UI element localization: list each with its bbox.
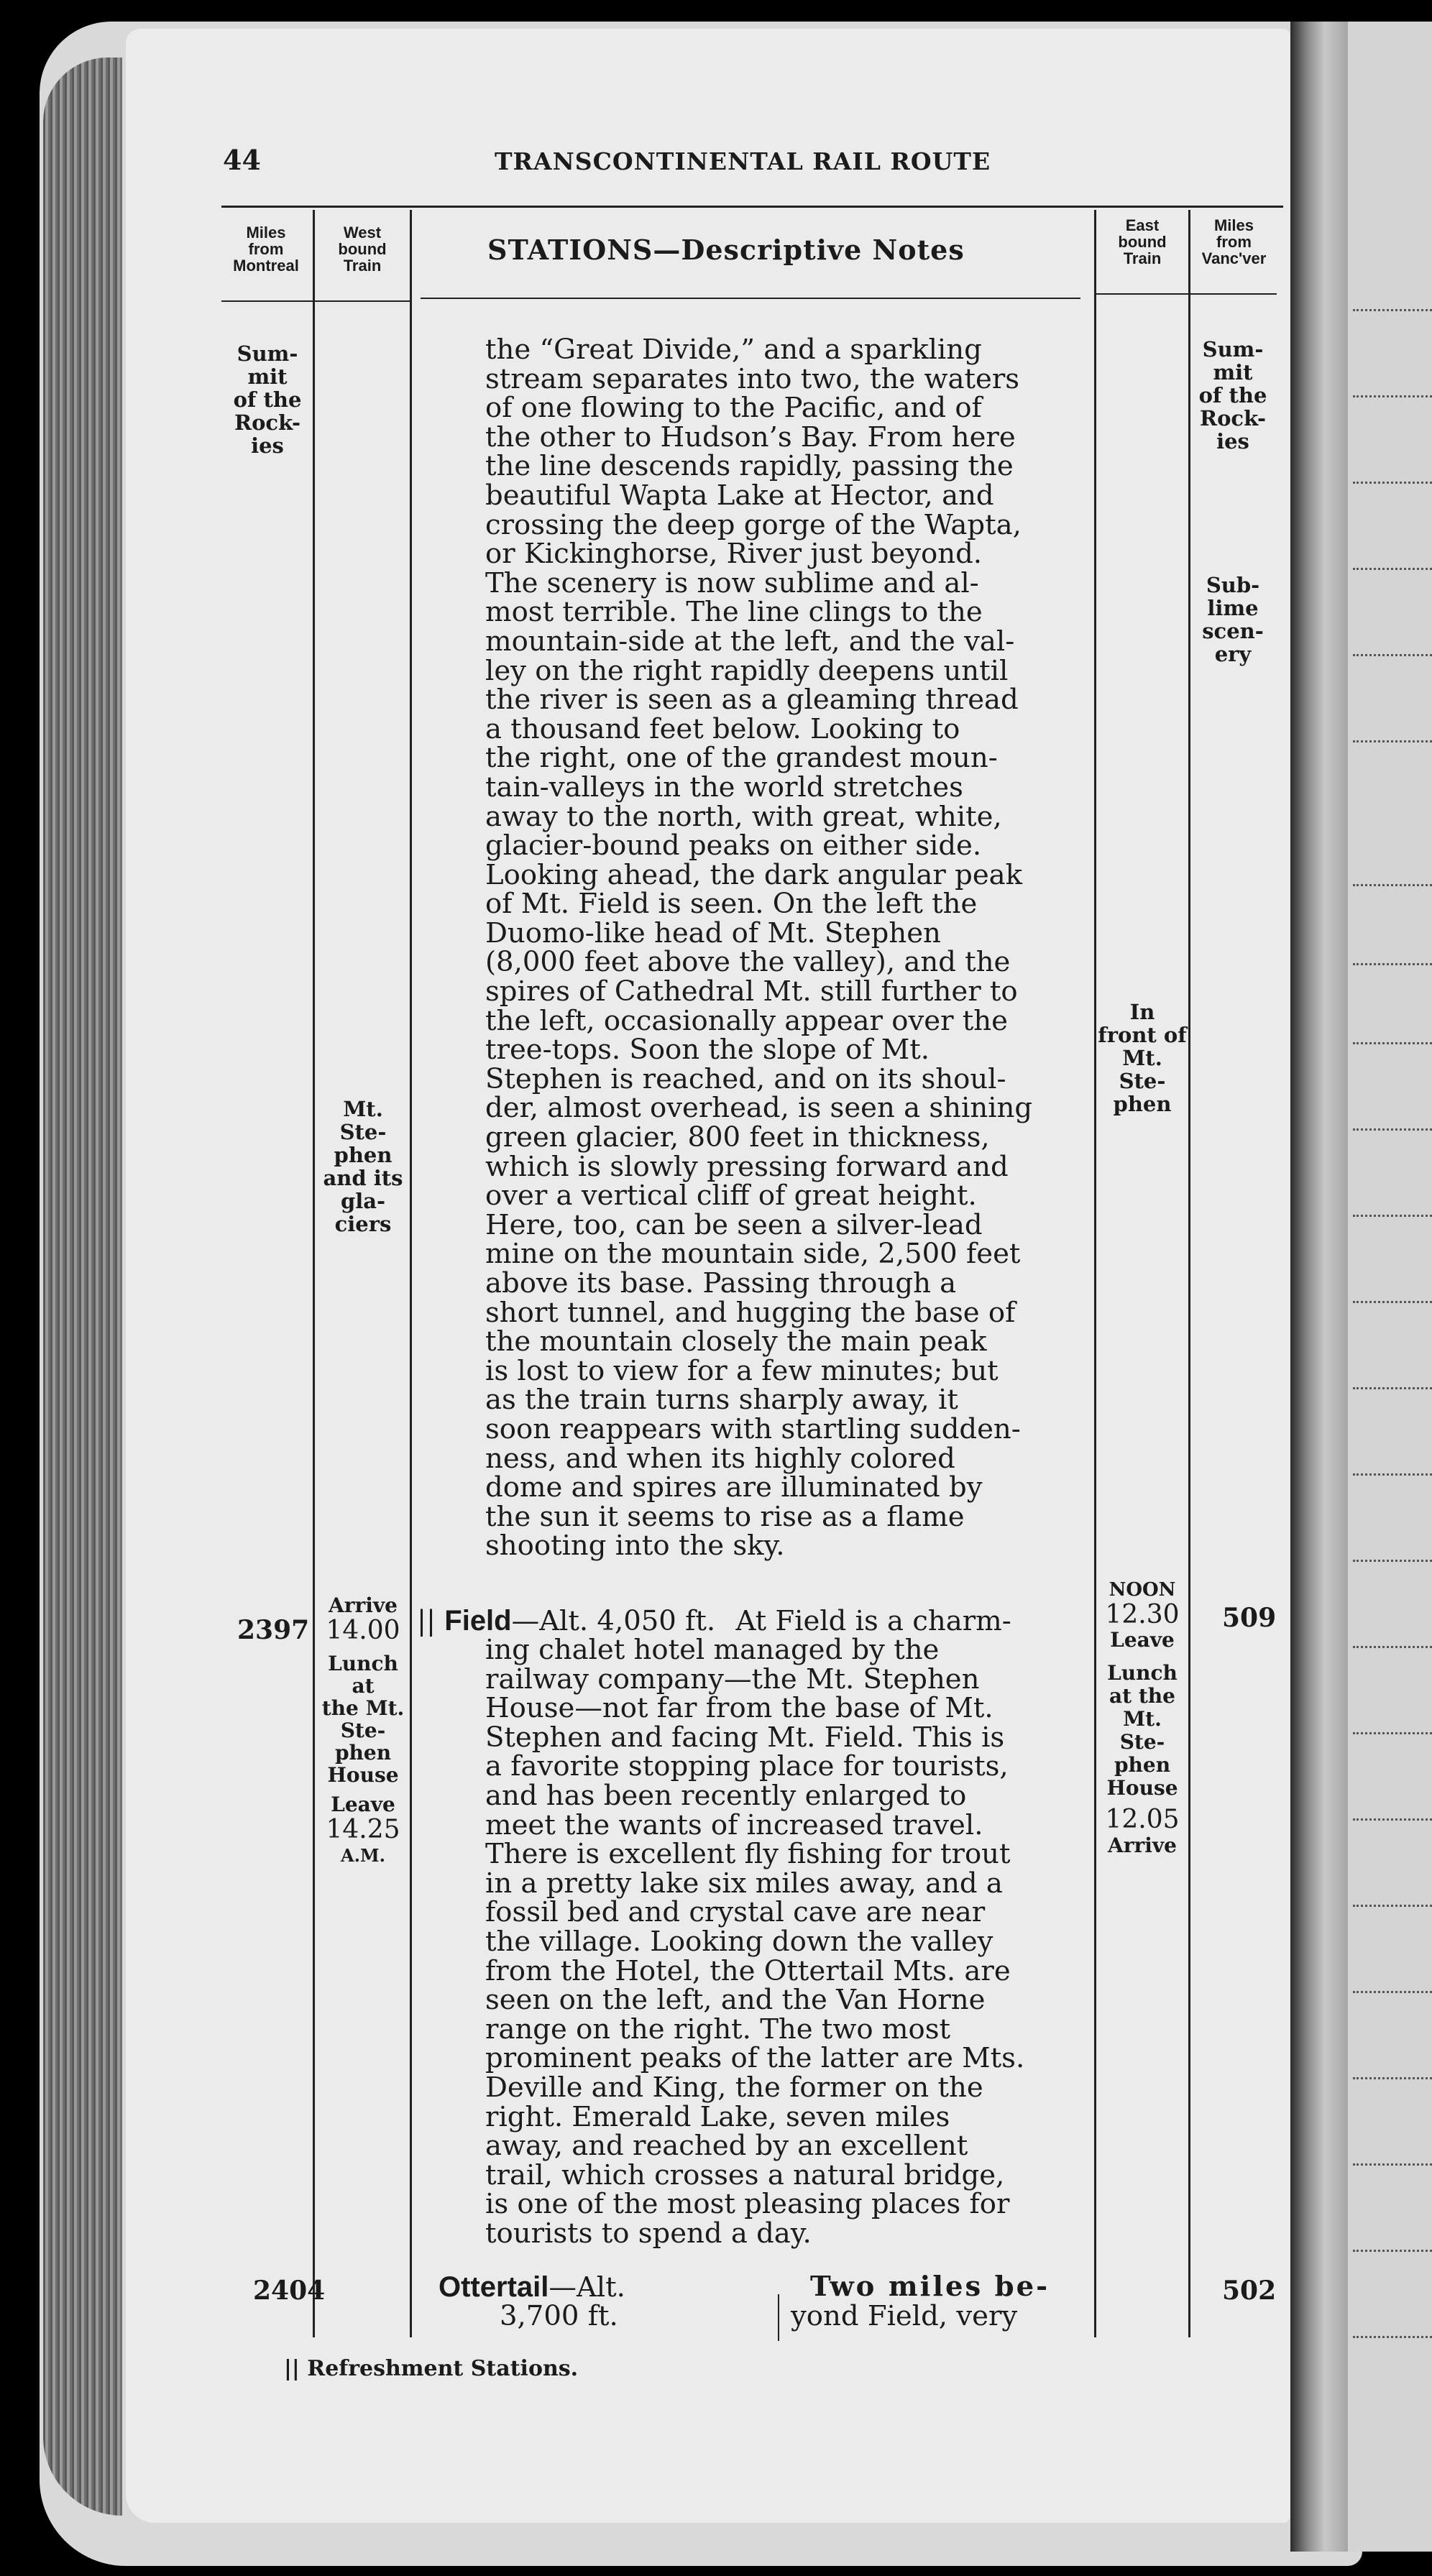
field-westbound-schedule: Arrive 14.00 Lunch at the Mt. Ste- phen House Leave 14.25 A.M. [321, 1593, 405, 1866]
note-sublime-scenery: Sub- lime scen- ery [1202, 573, 1264, 666]
field-station-name: Field [444, 1605, 512, 1637]
column-rule [410, 210, 412, 2337]
column-head-rule [1096, 293, 1188, 295]
field-description: ing chalet hotel managed by the railway company—the Mt. Stephen House—not far from the base of Mt. Stephen and facing Mt. Field. This is a favorite stopping place for tourists, and has been recently enlarged to meet the wants of increased travel. There is excellent fly fishing for trout in a pretty lake six miles away, and a fossil bed and crystal cave are near the village. Looking down the valley from the Hotel, the Ottertail Mts. are seen on the left, and the Van Horne range on the right. The two most prominent peaks of the latter are Mts. Deville and King, the former on the right. Emerald Lake, seven miles away, and reached by an excellent trail, which crosses a natural bridge, is one of the most pleasing places for tourists to spend a day. [485, 1634, 1025, 2250]
refreshment-marker: || [417, 1605, 436, 1637]
page-edges [43, 58, 122, 2516]
header-westbound-train: West bound Train [338, 224, 387, 275]
ottertail-station-line [439, 2273, 625, 2303]
column-head-rule [1190, 293, 1277, 295]
note-mt-stephen-glaciers: Mt. Ste- phen and its gla- ciers [323, 1097, 403, 1236]
descriptive-text: the “Great Divide,” and a sparkling stream separates into two, the waters of one flowing to the Pacific, and of the other to Hudson’s Bay. From here the line descends rapidly, passing the beautiful Wapta Lake at Hector, and crossing the deep gorge of the Wapta, or Kickinghorse, River just beyond. The scenery is now sublime and al- most terrible. The line clings to the mountain-side at the left, and the val- ley on the right rapidly deepens until the river is seen as a gleaming thread a thousand feet below. Looking to the right, one of the grandest moun- tain-valleys in the world stretches away to the north, with great, white, glacier-bound peaks on either side. Looking ahead, the dark angular peak of Mt. Field is seen. On the left the Duomo-like head of Mt. Stephen (8,000 feet above the valley), and the spires of Cathedral Mt. still further to the left, occasionally appear over the tree-tops. Soon the slope of Mt. Stephen is reached, and on its shoul- der, almost overhead, is seen a shining green glacier, 800 feet in thickness, which is slowly pressing forward and over a vertical cliff of great height. Here, too, can be seen a silver-lead mine on the mountain side, 2,500 feet above its base. Passing through a short tunnel, and hugging the base of the mountain closely the main peak is lost to view for a few minutes; but as the train turns sharply away, it soon reappears with startling sudden- ness, and when its highly colored dome and spires are illuminated by the sun it seems to rise as a flame shooting into the sky. [485, 334, 1033, 1563]
ottertail-station-name: Ottertail [439, 2271, 549, 2303]
header-eastbound-train: East bound Train [1118, 216, 1167, 267]
page-number: 44 [223, 144, 261, 176]
field-text-start: At Field is a charm- [735, 1605, 1011, 1637]
note-in-front-of-mt-stephen: In front of Mt. Ste- phen [1098, 1000, 1187, 1116]
running-head: TRANSCONTINENTAL RAIL ROUTE [495, 147, 991, 175]
column-head-rule [221, 300, 313, 302]
ottertail-altitude-value: 3,700 ft. [500, 2300, 618, 2332]
ottertail-miles-from-vancouver: 502 [1222, 2276, 1277, 2306]
column-head-rule [421, 298, 1080, 299]
ottertail-note: Two miles be- [810, 2271, 1050, 2303]
column-rule [313, 210, 315, 2337]
field-eastbound-schedule: NOON 12.30 Leave Lunch at the Mt. Ste- phen House 12.05 Arrive [1105, 1579, 1180, 1857]
note-summit-right: Sum- mit of the Rock- ies [1198, 337, 1267, 454]
footnote-refreshment-stations: || Refreshment Stations. [284, 2356, 579, 2381]
column-rule [1188, 210, 1190, 2337]
ottertail-altitude: —Alt. [549, 2271, 625, 2304]
header-miles-from-vancouver: Miles from Vanc'ver [1201, 216, 1267, 267]
column-rule [1094, 210, 1096, 2337]
field-station-line [417, 1606, 1011, 1637]
header-miles-from-montreal: Miles from Montreal [233, 224, 299, 275]
column-head-rule [315, 300, 410, 302]
ottertail-miles-from-montreal: 2404 [253, 2276, 326, 2306]
ottertail-note-continued: yond Field, very [791, 2300, 1018, 2332]
facing-page [1348, 22, 1432, 2552]
note-summit-left: Sum- mit of the Rock- ies [233, 341, 302, 458]
field-altitude: —Alt. 4,050 ft. [511, 1605, 716, 1637]
gutter [1290, 22, 1348, 2552]
ottertail-divider [778, 2294, 779, 2341]
field-miles-from-vancouver: 509 [1222, 1603, 1277, 1633]
header-stations-descriptive-notes: STATIONS—Descriptive Notes [487, 234, 965, 266]
header-rule [221, 206, 1283, 208]
field-miles-from-montreal: 2397 [237, 1615, 310, 1645]
